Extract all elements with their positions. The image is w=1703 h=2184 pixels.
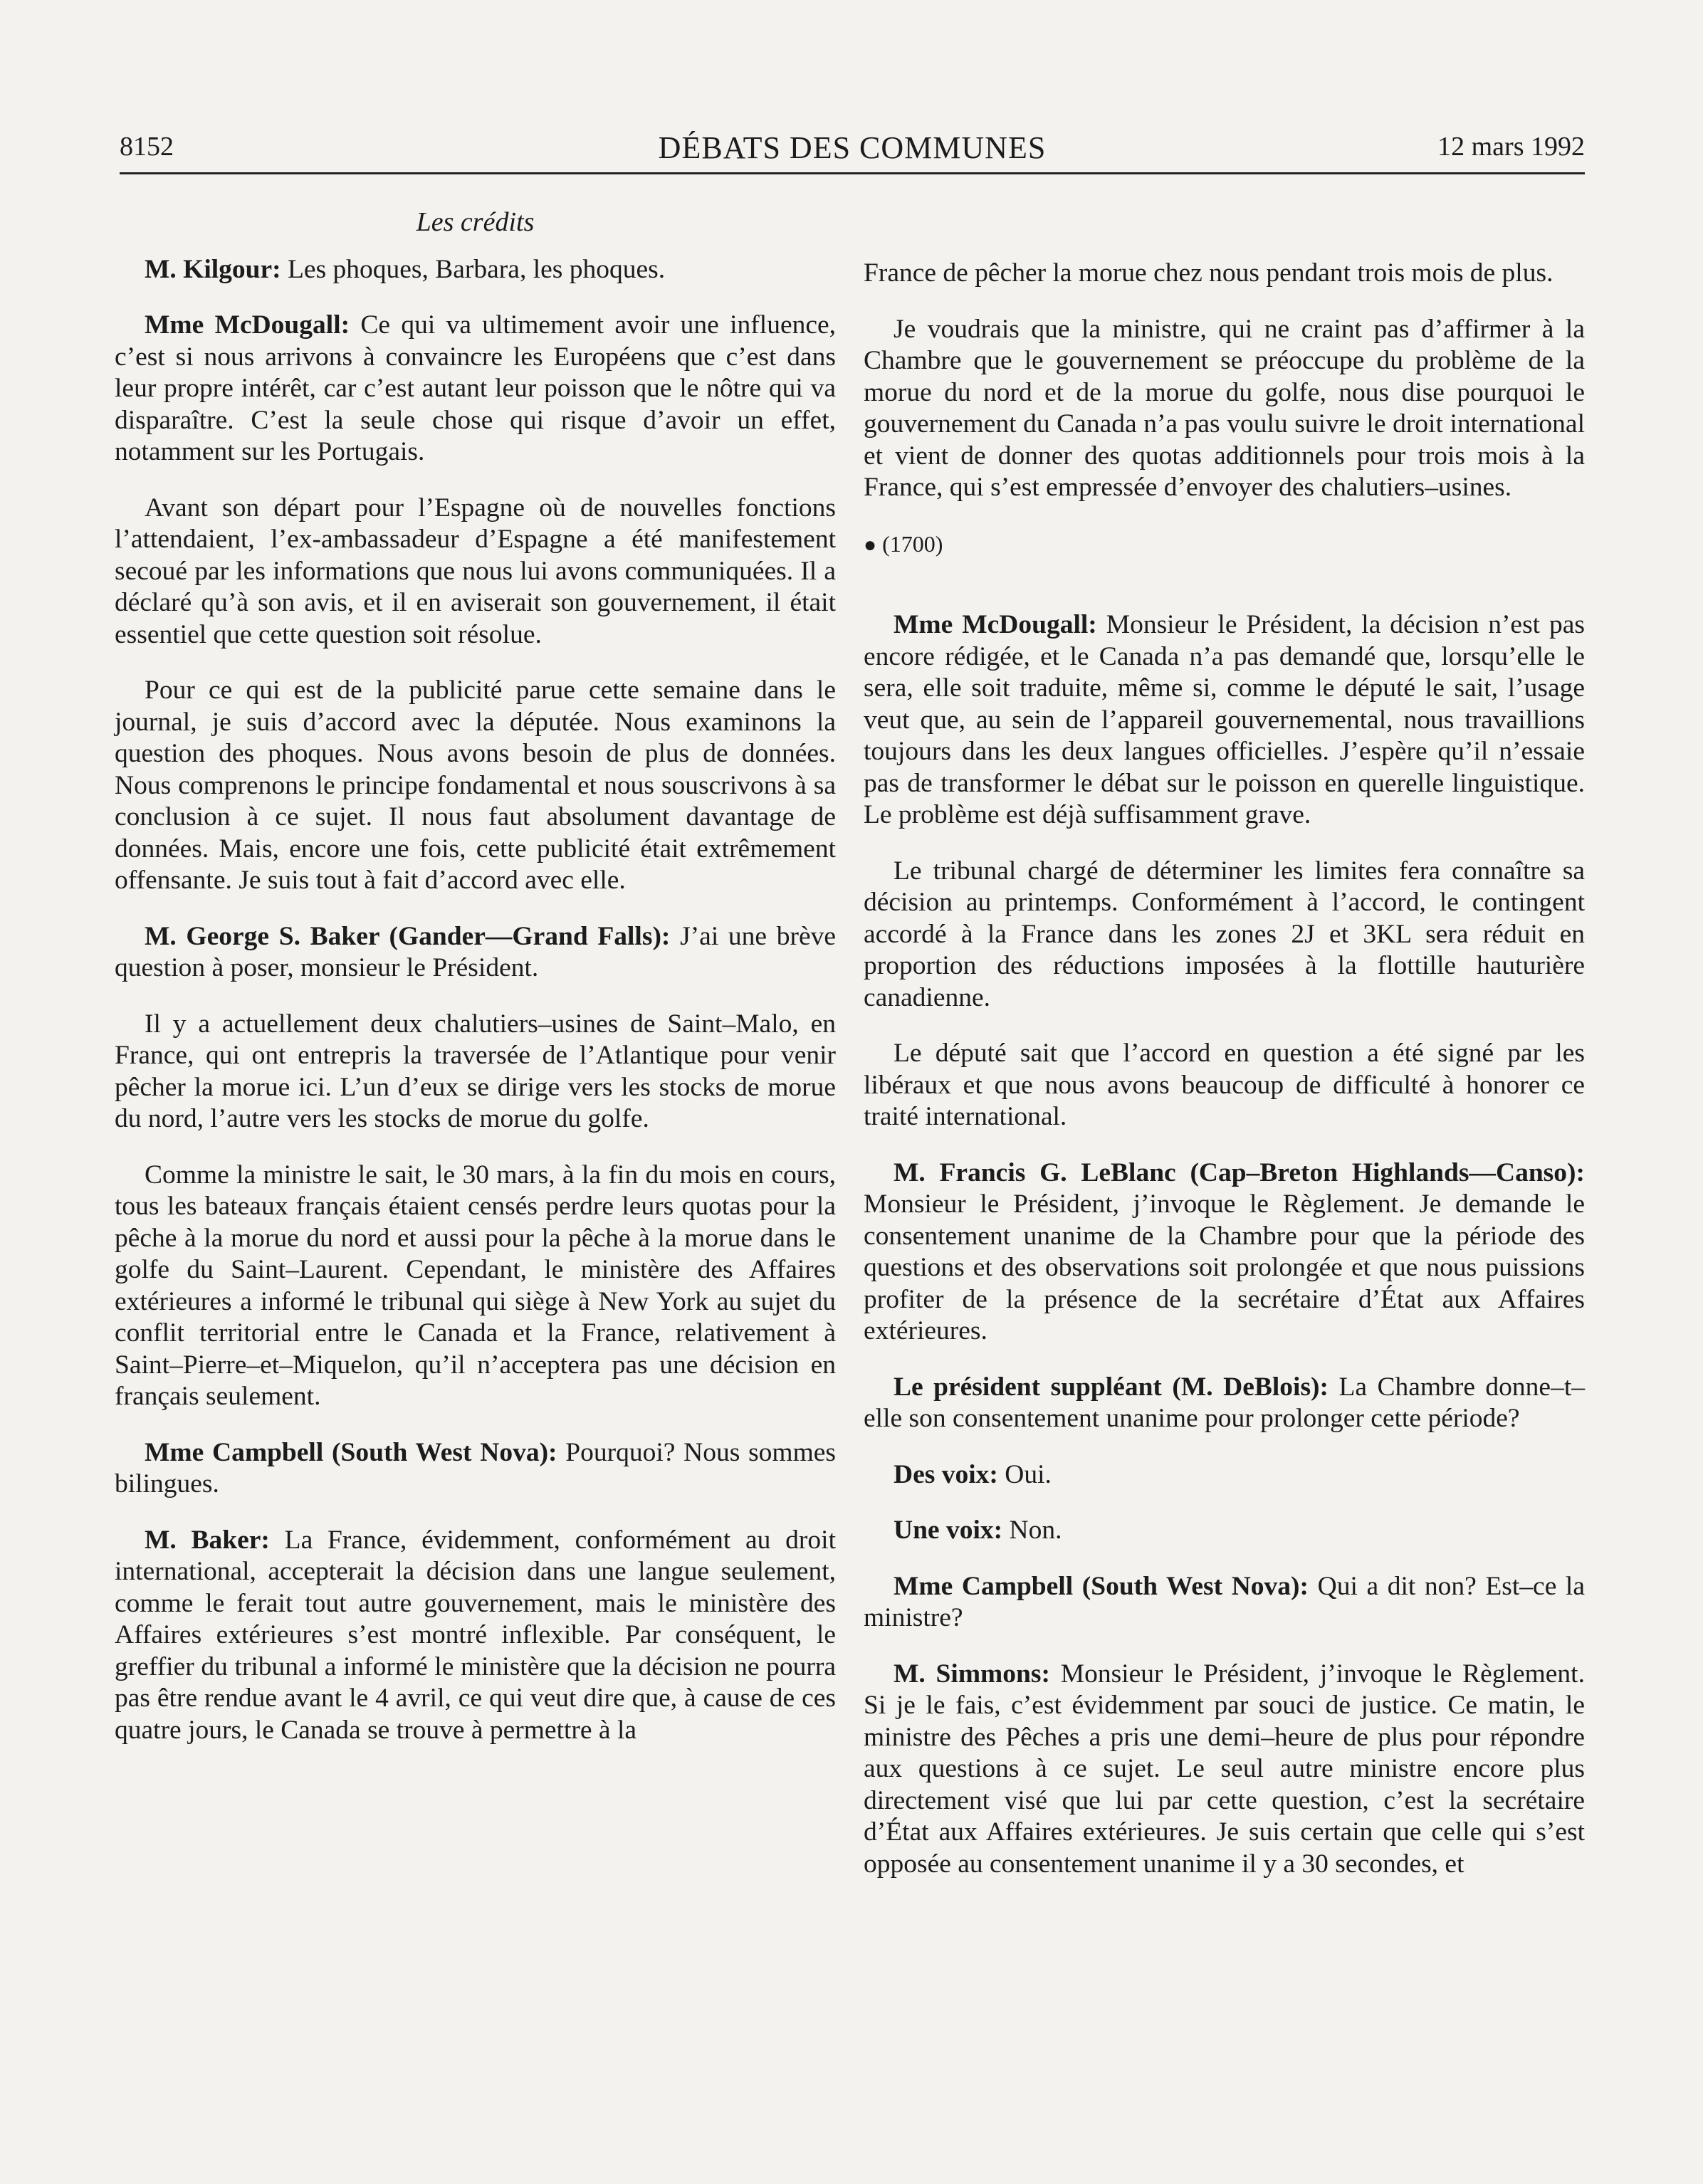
- paragraph-text: Pour ce qui est de la publicité parue cette semaine dans le journal, je suis d’accord avec la députée. Nous examinons la question des phoques. Nous avons besoin de plus de données. Nous comprenons le principe fondamental et nous souscrivons à sa conclusion à ce sujet. Il nous faut absolument davantage de données. Mais, encore une fois, cette publicité était extrêmement offensante. Je suis tout à fait d’accord avec elle.: [115, 676, 836, 895]
- paragraph: [115, 1160, 836, 1413]
- paragraph-text: Le tribunal chargé de déterminer les limites fera connaître sa décision au printemps. Conformément à l’accord, le contingent accordé à la France dans les zones 2J et 3KL sera réduit en proportion des réductions imposées à la flottille hauturière canadienne.: [864, 856, 1585, 1012]
- paragraph: [864, 1659, 1585, 1881]
- paragraph: [115, 1437, 836, 1501]
- paragraph: [115, 1525, 836, 1747]
- paragraph: [115, 675, 836, 897]
- speaker-name: Une voix:: [894, 1516, 1003, 1545]
- paragraph-text: Je voudrais que la ministre, qui ne craint pas d’affirmer à la Chambre que le gouvernement se préoccupe du problème de la morue du nord et de la morue du golfe, nous dise pourquoi le gouvernement du Canada n’a pas voulu suivre le droit international et vient de donner des quotas additionnels pour trois mois à la France, qui s’est empressée d’envoyer des chalutiers–usines.: [864, 314, 1585, 502]
- paragraph-text: Pourquoi? Nous sommes bilingues.: [115, 1437, 836, 1498]
- paragraph: [115, 254, 836, 286]
- paragraph-text: Ce qui va ultimement avoir une influence, c’est si nous arrivons à convaincre les Européens que c’est dans leur propre intérêt, car c’est autant leur poisson que le nôtre qui va disparaître. C’est la seule chose qui risque d’avoir un effet, notamment sur les Portugais.: [115, 310, 836, 466]
- paragraph-text: Monsieur le Président, j’invoque le Règlement. Si je le fais, c’est évidemment par souci de justice. Ce matin, le ministre des Pêches a pris une demi–heure de plus pour répondre aux questions à ce sujet. Le seul autre ministre encore plus directement visé que lui par cette question, c’est la secrétaire d’État aux Affaires extérieures. Je suis certain que celle qui s’est opposée au consentement unanime il y a 30 secondes, et: [864, 1659, 1585, 1879]
- speaker-name: Mme Campbell (South West Nova):: [894, 1571, 1309, 1601]
- paragraph: [864, 1157, 1585, 1348]
- paragraph: [864, 1515, 1585, 1547]
- paragraph-text: La Chambre donne–t–elle son consentement unanime pour prolonger cette période?: [864, 1372, 1585, 1433]
- left-column: [115, 206, 836, 1770]
- paragraph-text: Non.: [1002, 1516, 1062, 1545]
- bullet-icon: ●: [864, 532, 877, 557]
- paragraph-text: Monsieur le Président, la décision n’est pas encore rédigée, et le Canada n’a pas demandé que, lorsqu’elle le sera, elle soit traduite, même si, comme le député le sait, l’usage veut que, au sein de l’appareil gouvernemental, nous travaillions toujours dans les deux langues officielles. J’espère qu’il n’essaie pas de transformer le débat sur le poisson en querelle linguistique. Le problème est déjà suffisamment grave.: [864, 610, 1586, 829]
- paragraph-text: Le député sait que l’accord en question a été signé par les libéraux et que nous avons beaucoup de difficulté à honorer ce traité international.: [864, 1039, 1585, 1131]
- right-column: [864, 258, 1585, 1904]
- speaker-name: M. Francis G. LeBlanc (Cap–Breton Highlands—Canso):: [894, 1157, 1585, 1187]
- paragraph-text: France de pêcher la morue chez nous pendant trois mois de plus.: [864, 258, 1553, 288]
- paragraph-text: Monsieur le Président, j’invoque le Règlement. Je demande le consentement unanime de la Chambre pour que la période des questions et des observations soit prolongée et que nous puissions profiter de la présence de la secrétaire d’État aux Affaires extérieures.: [864, 1190, 1585, 1345]
- paragraph-text: Oui.: [997, 1459, 1052, 1489]
- section-title: Les crédits: [416, 207, 535, 237]
- paragraph: [864, 856, 1585, 1014]
- speaker-name: M. Kilgour:: [145, 254, 281, 284]
- speaker-name: Le président suppléant (M. DeBlois):: [894, 1372, 1329, 1402]
- time-marker: [864, 528, 1585, 562]
- paragraph-text: Avant son départ pour l’Espagne où de nouvelles fonctions l’attendaient, l’ex-ambassadeur d’Espagne a été manifestement secoué par les informations que nous lui avons communiquées. Il a déclaré qu’à son avis, et il en aviserait son gouvernement, il était essentiel que cette question soit résolue.: [115, 493, 836, 649]
- paragraph: [864, 1571, 1585, 1634]
- paragraph-text: Qui a dit non? Est–ce la ministre?: [864, 1571, 1585, 1632]
- paragraph-text: J’ai une brève question à poser, monsieur le Président.: [115, 921, 836, 982]
- speaker-name: Mme Campbell (South West Nova):: [145, 1437, 557, 1467]
- paragraph: [115, 921, 836, 985]
- page-number: 8152: [120, 132, 174, 162]
- page-date: 12 mars 1992: [1437, 132, 1585, 162]
- speaker-name: Mme McDougall:: [145, 310, 350, 340]
- paragraph: [864, 1372, 1585, 1435]
- paragraph: [115, 493, 836, 651]
- paragraph: [864, 609, 1585, 831]
- page-header: [120, 125, 1585, 174]
- paragraph-text: Les phoques, Barbara, les phoques.: [281, 254, 666, 284]
- paragraph-text: La France, évidemment, conformément au droit international, accepterait la décision dans une langue seulement, comme le ferait tout autre gouvernement, mais le ministère des Affaires extérieures s’est montré inflexible. Par conséquent, le greffier du tribunal a informé le ministère que la décision ne pourra pas être rendue avant le 4 avril, ce qui veut dire que, à cause de ces quatre jours, le Canada se trouve à permettre à la: [115, 1525, 836, 1745]
- paragraph-text: Il y a actuellement deux chalutiers–usines de Saint–Malo, en France, qui ont entrepris la traversée de l’Atlantique pour venir pêcher la morue ici. L’un d’eux se dirige vers les stocks de morue du nord, l’autre vers les stocks de morue du golfe.: [115, 1009, 836, 1133]
- paragraph: [864, 258, 1585, 290]
- speaker-name: Des voix:: [894, 1459, 998, 1489]
- paragraph: [115, 1009, 836, 1135]
- speaker-name: Mme McDougall:: [894, 610, 1097, 639]
- speaker-name: M. George S. Baker (Gander—Grand Falls):: [145, 921, 671, 951]
- paragraph-text: Comme la ministre le sait, le 30 mars, à la fin du mois en cours, tous les bateaux français étaient censés perdre leurs quotas pour la pêche à la morue du nord et aussi pour la pêche à la morue dans le golfe du Saint–Laurent. Cependant, le ministère des Affaires extérieures a informé le tribunal qui siège à New York au sujet du conflit territorial entre le Canada et la France, relativement à Saint–Pierre–et–Miquelon, qu’il n’acceptera pas une décision en français seulement.: [115, 1160, 836, 1411]
- paragraph: [115, 310, 836, 468]
- paragraph: [864, 1459, 1585, 1491]
- paragraph: [864, 1038, 1585, 1133]
- paragraph: [864, 314, 1585, 504]
- publication-title: DÉBATS DES COMMUNES: [658, 130, 1047, 165]
- speaker-name: M. Simmons:: [894, 1659, 1050, 1689]
- time-marker-text: (1700): [882, 530, 943, 557]
- speaker-name: M. Baker:: [145, 1525, 270, 1555]
